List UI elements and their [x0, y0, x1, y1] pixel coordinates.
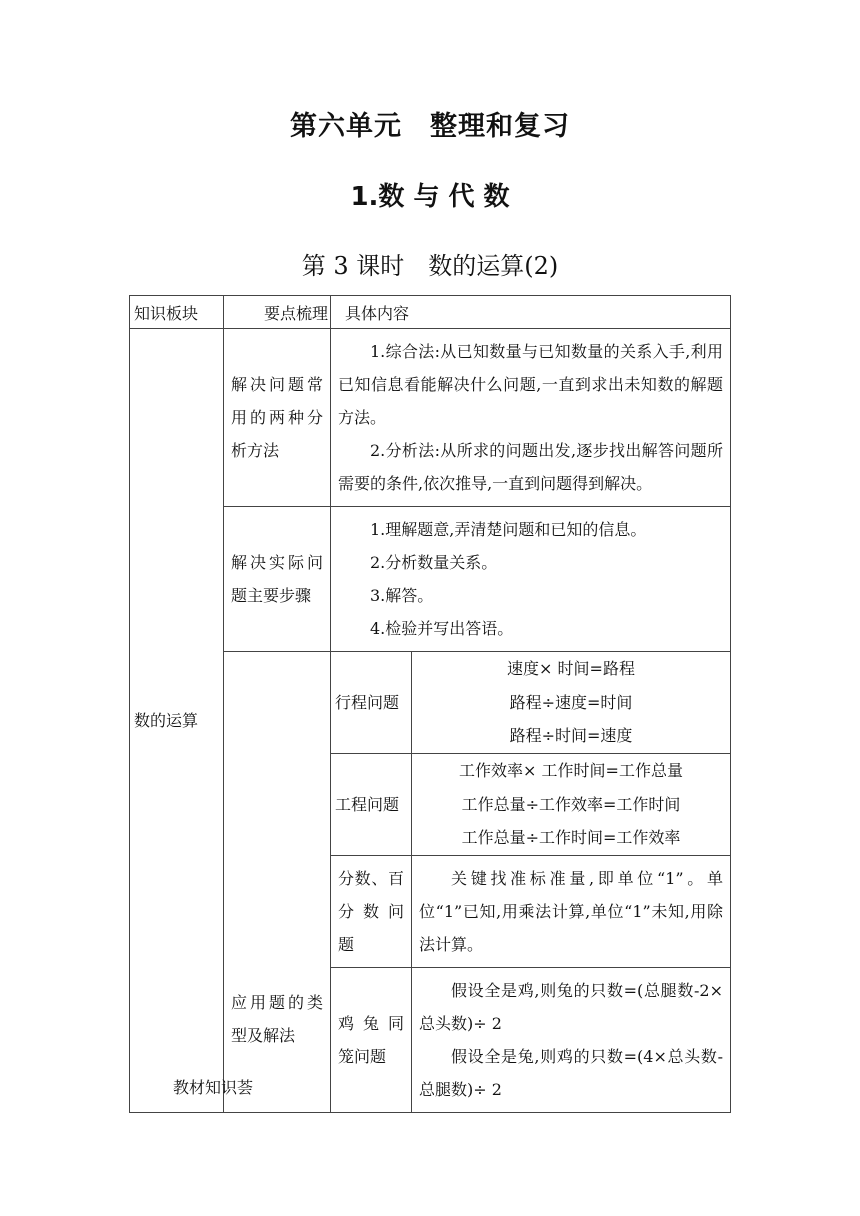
formula-line: 速度× 时间=路程 — [507, 659, 635, 679]
analysis-label: 解决问题常用的两种分析方法 — [224, 329, 331, 507]
step-item: 2.分析数量关系。 — [370, 553, 498, 572]
analysis-content — [331, 329, 731, 507]
type-name-work: 工程问题 — [331, 754, 412, 856]
type-content-travel — [412, 652, 731, 754]
type-content-fraction — [412, 856, 731, 968]
category-cell: 数的运算 — [130, 329, 224, 1113]
formula-line: 路程÷速度=时间 — [509, 692, 633, 712]
step-item: 1.理解题意,弄清楚问题和已知的信息。 — [370, 520, 647, 539]
formula-line: 路程÷时间=速度 — [509, 726, 633, 746]
knowledge-table — [129, 295, 731, 1113]
chicken-rabbit-para-1: 假设全是鸡,则兔的只数=(总腿数-2×总头数)÷ 2 — [419, 981, 724, 1033]
fraction-text: 关键找准标准量,即单位“1”。单位“1”已知,用乘法计算,单位“1”未知,用除法计算。 — [419, 869, 724, 954]
type-content-chicken-rabbit — [412, 968, 731, 1113]
header-content: 具体内容 — [331, 296, 731, 329]
table-row — [130, 329, 731, 507]
table-header-row — [130, 296, 731, 329]
formula-line: 工作总量÷工作效率=工作时间 — [461, 794, 681, 814]
type-name-chicken-rabbit: 鸡 兔 同笼问题 — [331, 968, 412, 1113]
steps-label: 解决实际问题主要步骤 — [224, 507, 331, 652]
header-knowledge-block: 知识板块 — [130, 296, 224, 329]
analysis-para-2: 2.分析法:从所求的问题出发,逐步找出解答问题所需要的条件,依次推导,一直到问题得到解决。 — [338, 441, 724, 493]
type-content-work — [412, 754, 731, 856]
lesson-title: 第 3 课时 数的运算(2) — [301, 252, 559, 280]
formula-line: 工作效率× 工作时间=工作总量 — [459, 761, 683, 781]
formula-line: 工作总量÷工作时间=工作效率 — [461, 828, 681, 848]
chicken-rabbit-para-2: 假设全是兔,则鸡的只数=(4×总头数-总腿数)÷ 2 — [419, 1047, 724, 1099]
analysis-para-1: 1.综合法:从已知数量与已知数量的关系入手,利用已知信息看能解决什么问题,一直到求出未知数的解题方法。 — [338, 342, 724, 427]
step-item: 4.检验并写出答语。 — [370, 619, 514, 638]
apply-label: 应用题的类型及解法 — [224, 652, 331, 1113]
type-name-travel: 行程问题 — [331, 652, 412, 754]
header-key-points: 要点梳理 — [224, 296, 331, 329]
step-item: 3.解答。 — [370, 586, 434, 605]
footer-label: 教材知识荟 — [173, 1078, 254, 1097]
type-name-fraction: 分数、百分 数 问题 — [331, 856, 412, 968]
section-title: 1.数 与 代 数 — [350, 182, 510, 212]
unit-title: 第六单元 整理和复习 — [290, 111, 570, 142]
steps-content — [331, 507, 731, 652]
